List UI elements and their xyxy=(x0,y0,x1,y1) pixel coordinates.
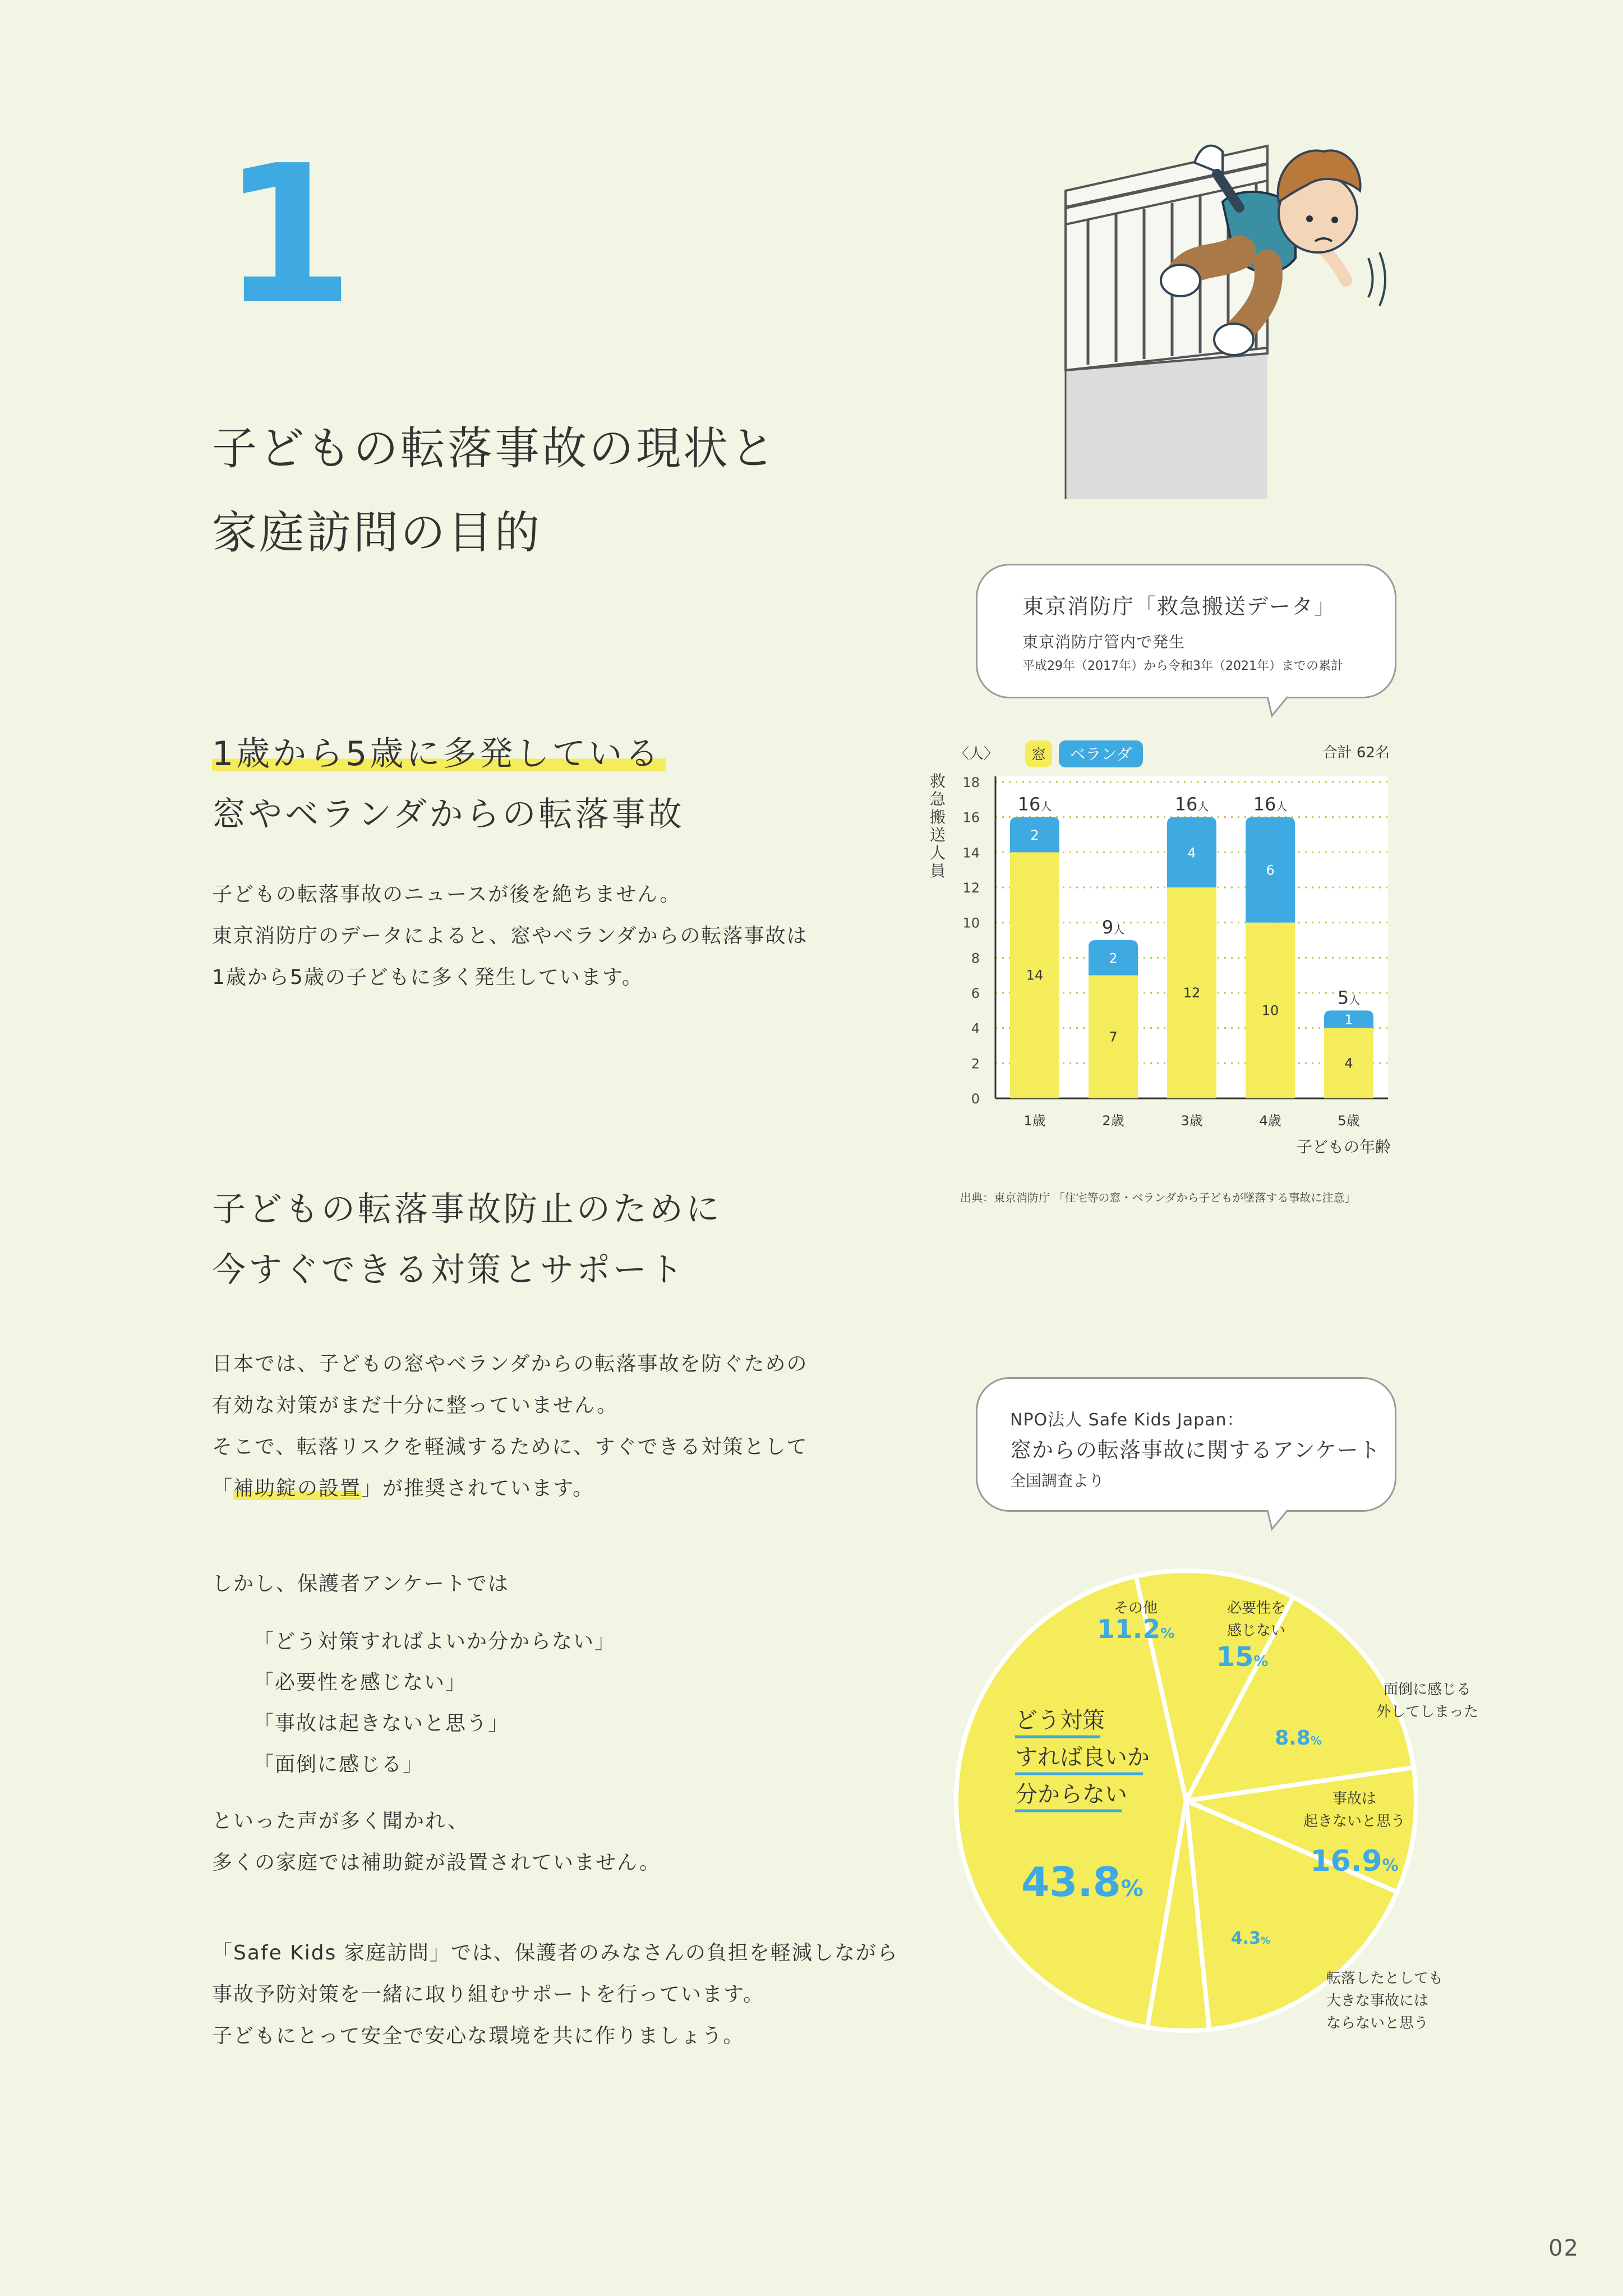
y-axis-label-char: 員 xyxy=(929,862,946,880)
section2-heading-line2: 今すぐできる対策とサポート xyxy=(212,1250,686,1290)
page-title-line2: 家庭訪問の目的 xyxy=(212,507,542,559)
bar-total-label: 5人 xyxy=(1337,987,1361,1009)
section2-body2-line2: 多くの家庭では補助錠が設置されていません。 xyxy=(212,1851,661,1874)
section2-body3-line1: 「Safe Kids 家庭訪問」では、保護者のみなさんの負担を軽減しながら xyxy=(212,1941,898,1964)
y-tick-label: 16 xyxy=(962,809,980,826)
total-note: 合計 62名 xyxy=(1322,744,1390,761)
legend-label-balcony: ベランダ xyxy=(1069,745,1132,763)
y-tick-label: 6 xyxy=(971,986,980,1001)
section2-body3-line2: 事故予防対策を一緒に取り組むサポートを行っています。 xyxy=(212,1983,765,2006)
x-tick-label: 1歳 xyxy=(1023,1113,1046,1129)
quote-item: 「必要性を感じない」 xyxy=(253,1671,467,1694)
bar-chart xyxy=(909,724,1413,1204)
pie-slice-label: 事故は xyxy=(1332,1791,1377,1807)
falling-child-illustration xyxy=(1054,112,1447,505)
bar-total-label: 16人 xyxy=(1174,793,1209,815)
page-title-line1: 子どもの転落事故の現状と xyxy=(212,422,777,475)
section2-body1-line3: そこで、転落リスクを軽減するために、すぐできる対策として xyxy=(212,1435,808,1458)
pie-chart xyxy=(920,1526,1481,2076)
quote-list xyxy=(253,1621,616,1785)
pie-slice-label: 大きな事故には xyxy=(1326,1993,1429,2009)
page-number: 02 xyxy=(1548,2235,1579,2261)
section2-heading-line1: 子どもの転落事故防止のために xyxy=(212,1190,722,1229)
section2-body1-line4: 「補助錠の設置」が推奨されています。 xyxy=(212,1477,594,1500)
section2-body1 xyxy=(212,1343,808,1510)
x-tick-label: 5歳 xyxy=(1338,1113,1360,1129)
section1-body-line2: 東京消防庁のデータによると、窓やベランダからの転落事故は xyxy=(212,924,808,947)
quote-item: 「事故は起きないと思う」 xyxy=(253,1712,510,1735)
bar-value-label: 2 xyxy=(1030,827,1039,843)
pie-slice-percent: 43.8% xyxy=(1021,1858,1144,1906)
pie-slice-label: 転落したとしても xyxy=(1326,1970,1444,1987)
quote-item: 「面倒に感じる」 xyxy=(253,1753,425,1776)
x-tick-label: 3歳 xyxy=(1181,1113,1203,1129)
bar-value-label: 4 xyxy=(1187,845,1196,861)
bar-value-label: 1 xyxy=(1344,1012,1353,1028)
bubble2-line3: 全国調査より xyxy=(1010,1471,1105,1490)
x-axis-label: 子どもの年齢 xyxy=(1296,1138,1391,1156)
bar-value-label: 14 xyxy=(1026,967,1044,983)
section1-body-line1: 子どもの転落事故のニュースが後を絶ちません。 xyxy=(212,883,681,906)
section2-body1-line1: 日本では、子どもの窓やベランダからの転落事故を防ぐための xyxy=(212,1352,808,1375)
pie-slice-label: 分からない xyxy=(1015,1782,1127,1807)
y-tick-label: 0 xyxy=(971,1091,980,1107)
x-tick-label: 2歳 xyxy=(1102,1113,1124,1129)
bubble2-line1: NPO法人 Safe Kids Japan： xyxy=(1010,1410,1244,1430)
bubble1-tail xyxy=(1266,696,1294,718)
bar-value-label: 4 xyxy=(1344,1055,1353,1071)
y-axis-label-char: 急 xyxy=(929,790,946,808)
y-tick-label: 2 xyxy=(971,1056,980,1072)
section2-body1-line2: 有効な対策がまだ十分に整っていません。 xyxy=(212,1394,619,1417)
section1-heading xyxy=(212,724,685,845)
bar-value-label: 12 xyxy=(1183,985,1201,1001)
pie-slice-label: 起きないと思う xyxy=(1303,1813,1406,1830)
bubble1-title: 東京消防庁「救急搬送データ」 xyxy=(1022,594,1337,619)
section1-heading-highlight: 1歳から5歳に多発している xyxy=(212,734,666,774)
chart-source: 出典：東京消防庁 「住宅等の窓・ベランダから子どもが墜落する事故に注意」 xyxy=(960,1191,1356,1204)
pie-slice-label: 感じない xyxy=(1227,1622,1286,1639)
legend-label-window: 窓 xyxy=(1031,747,1046,763)
section-number: 1 xyxy=(222,125,349,347)
y-tick-label: 8 xyxy=(971,950,980,967)
survey-source-bubble xyxy=(976,1377,1396,1512)
pie-slice-label: どう対策 xyxy=(1015,1708,1105,1733)
bubble1-line2: 東京消防庁管内で発生 xyxy=(1022,633,1186,651)
bar-total-label: 16人 xyxy=(1017,793,1052,815)
pie-slice-label: 外してしまった xyxy=(1376,1704,1479,1720)
pie-slice-label: 面倒に感じる xyxy=(1383,1681,1472,1698)
y-axis-label-char: 人 xyxy=(929,844,946,862)
section1-heading-line2: 窓やベランダからの転落事故 xyxy=(212,795,685,834)
page-title xyxy=(212,407,777,575)
bubble1-line3: 平成29年（2017年）から令和3年（2021年）までの累計 xyxy=(1022,659,1343,673)
y-axis-label-char: 救 xyxy=(929,772,946,790)
bar-value-label: 6 xyxy=(1266,862,1275,878)
pie-slice-percent: 8.8% xyxy=(1275,1727,1322,1750)
pie-slice-percent: 16.9% xyxy=(1310,1844,1399,1878)
y-axis-label-char: 送 xyxy=(929,826,946,844)
pie-slice-label: ならないと思う xyxy=(1326,2015,1429,2032)
section2-heading xyxy=(212,1179,722,1300)
auxiliary-lock-highlight: 補助錠の設置 xyxy=(233,1477,362,1500)
pie-slice-label: その他 xyxy=(1113,1600,1158,1617)
y-tick-label: 18 xyxy=(962,775,980,790)
survey-intro: しかし、保護者アンケートでは xyxy=(212,1572,509,1595)
bar-value-label: 7 xyxy=(1109,1029,1118,1045)
y-unit-label: 〈人〉 xyxy=(955,746,999,762)
y-tick-label: 4 xyxy=(971,1020,980,1037)
y-tick-label: 10 xyxy=(962,915,980,931)
section2-body3-line3: 子どもにとって安全で安心な環境を共に作りましょう。 xyxy=(212,2024,745,2047)
pie-slice-percent: 15% xyxy=(1216,1641,1269,1673)
y-tick-label: 12 xyxy=(962,880,980,896)
pie-slice-percent: 4.3% xyxy=(1230,1929,1271,1948)
bar-value-label: 2 xyxy=(1109,950,1118,967)
bubble2-line2: 窓からの転落事故に関するアンケート xyxy=(1010,1438,1381,1462)
section1-body-line3: 1歳から5歳の子どもに多く発生しています。 xyxy=(212,966,643,989)
quote-item: 「どう対策すればよいか分からない」 xyxy=(253,1630,616,1653)
bar-value-label: 10 xyxy=(1261,1002,1279,1019)
bar-total-label: 16人 xyxy=(1253,793,1288,815)
section2-body3 xyxy=(212,1932,898,2057)
section2-body2 xyxy=(212,1801,661,1884)
pie-slice-label: すれば良いか xyxy=(1015,1745,1150,1770)
y-axis-label-char: 搬 xyxy=(929,808,946,826)
data-source-bubble xyxy=(976,564,1396,698)
section2-body2-line1: といった声が多く聞かれ、 xyxy=(212,1810,469,1833)
section1-body xyxy=(212,874,808,999)
y-tick-label: 14 xyxy=(962,845,980,861)
pie-slice-label: 必要性を xyxy=(1227,1600,1286,1617)
bar-total-label: 9人 xyxy=(1101,917,1125,938)
pie-slice-percent: 11.2% xyxy=(1096,1614,1175,1644)
x-tick-label: 4歳 xyxy=(1259,1113,1281,1129)
